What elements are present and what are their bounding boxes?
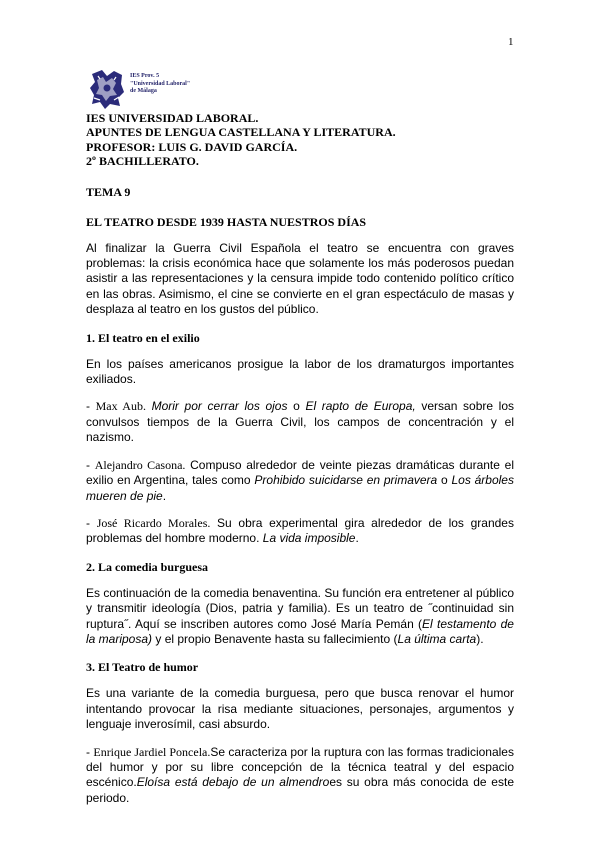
entry-dash: -: [86, 744, 94, 759]
document-body: [86, 111, 514, 806]
work-title: La última carta: [397, 631, 477, 646]
conjunction: o: [437, 473, 452, 488]
work-title: El rapto de Europa,: [305, 399, 416, 414]
logo-line-2: "Universidad Laboral": [130, 80, 191, 87]
paragraph-text: ).: [476, 631, 484, 646]
work-title: Los árboles mueren de pie: [86, 473, 514, 503]
entry-end: .: [162, 488, 167, 503]
author-entry-jardiel: [86, 745, 514, 807]
entry-dash: -: [86, 515, 97, 530]
header-school: IES UNIVERSIDAD LABORAL.: [86, 111, 259, 125]
document-header: [86, 111, 514, 169]
author-name: Max Aub.: [95, 399, 146, 414]
work-title: Eloísa está debajo de un almendro: [136, 775, 330, 790]
entry-text: Su obra experimental gira alrededor de los grandes problemas del hombre moderno.: [86, 515, 514, 546]
author-entry-casona: [86, 458, 514, 504]
header-subject: APUNTES DE LENGUA CASTELLANA Y LITERATURA.: [86, 125, 396, 140]
work-title: Prohibido suicidarse en primavera: [254, 473, 438, 488]
author-name: Enrique Jardiel Poncela.: [93, 744, 211, 759]
work-title: El testamento de la mariposa): [86, 616, 514, 646]
section-heading-humor-theatre: 3. El Teatro de humor: [86, 660, 199, 675]
header-teacher: PROFESOR: LUIS G. DAVID GARCÍA.: [86, 139, 298, 154]
author-name: Alejandro Casona.: [94, 457, 186, 472]
entry-dash: -: [86, 457, 95, 472]
unit-label: TEMA 9: [86, 184, 131, 199]
section-heading-exile: 1. El teatro en el exilio: [86, 330, 200, 345]
work-title: Morir por cerrar los ojos: [151, 399, 288, 414]
author-entry-morales: [86, 516, 514, 547]
entry-end: es su obra más conocida de este periodo.: [86, 775, 514, 805]
conjunction: o: [287, 399, 306, 414]
entry-text: versan sobre los convulsos tiempos de la Guerra Civil, los campos de concentración y el nazismo.: [86, 399, 515, 445]
humor-intro-paragraph: Es una variante de la comedia burguesa, pero que busca renovar el humor intentando provocar la risa mediante situaciones, personajes, argumentos y lenguaje inverosímil, casi absurdo.: [86, 686, 514, 732]
logo-line-3: de Málaga: [130, 88, 157, 94]
paragraph-text: y el propio Benavente hasta su fallecimiento (: [152, 631, 398, 646]
entry-text: Se caracteriza por la ruptura con las formas tradicionales del humor y por su libre concepción de la técnica teatral y del espacio escénico.: [86, 744, 514, 790]
bourgeois-comedy-paragraph: [86, 586, 514, 648]
work-title: La vida imposible: [262, 531, 356, 546]
exile-intro-paragraph: En los países americanos prosigue la labor de los dramaturgos importantes exiliados.: [86, 356, 514, 387]
entry-text: Compuso alrededor de veinte piezas dramáticas durante el exilio en Argentina, tales como: [86, 457, 514, 488]
paragraph-text: Es continuación de la comedia benaventina. Su función era entretener al público y transmitir ideología (Dios, patria y familia). Es un teatro de ˝continuidad sin ruptura˝. Aquí se inscriben autores como José María Pemán (: [86, 585, 514, 631]
crest-icon: [88, 68, 126, 110]
logo-line-1: IES Prov. 5: [130, 73, 160, 79]
intro-paragraph: Al finalizar la Guerra Civil Española el teatro se encuentra con graves problemas: la crisis económica hace que solamente los más poderosos puedan asistir a las representaciones y la censura impide todo contenido político crítico en las obras. Asimismo, el cine se convierte en el gran espectáculo de masas y desplaza al teatro en los gustos del público.: [86, 240, 514, 317]
school-logo: [88, 68, 228, 110]
author-name: José Ricardo Morales.: [96, 515, 211, 530]
page-number: 1: [508, 36, 514, 48]
author-entry-aub: [86, 399, 514, 445]
entry-end: .: [355, 531, 359, 546]
page-title: EL TEATRO DESDE 1939 HASTA NUESTROS DÍAS: [86, 214, 367, 229]
entry-dash: -: [86, 399, 96, 414]
section-heading-bourgeois-comedy: 2. La comedia burguesa: [86, 559, 209, 574]
header-course: 2º BACHILLERATO.: [86, 154, 199, 169]
